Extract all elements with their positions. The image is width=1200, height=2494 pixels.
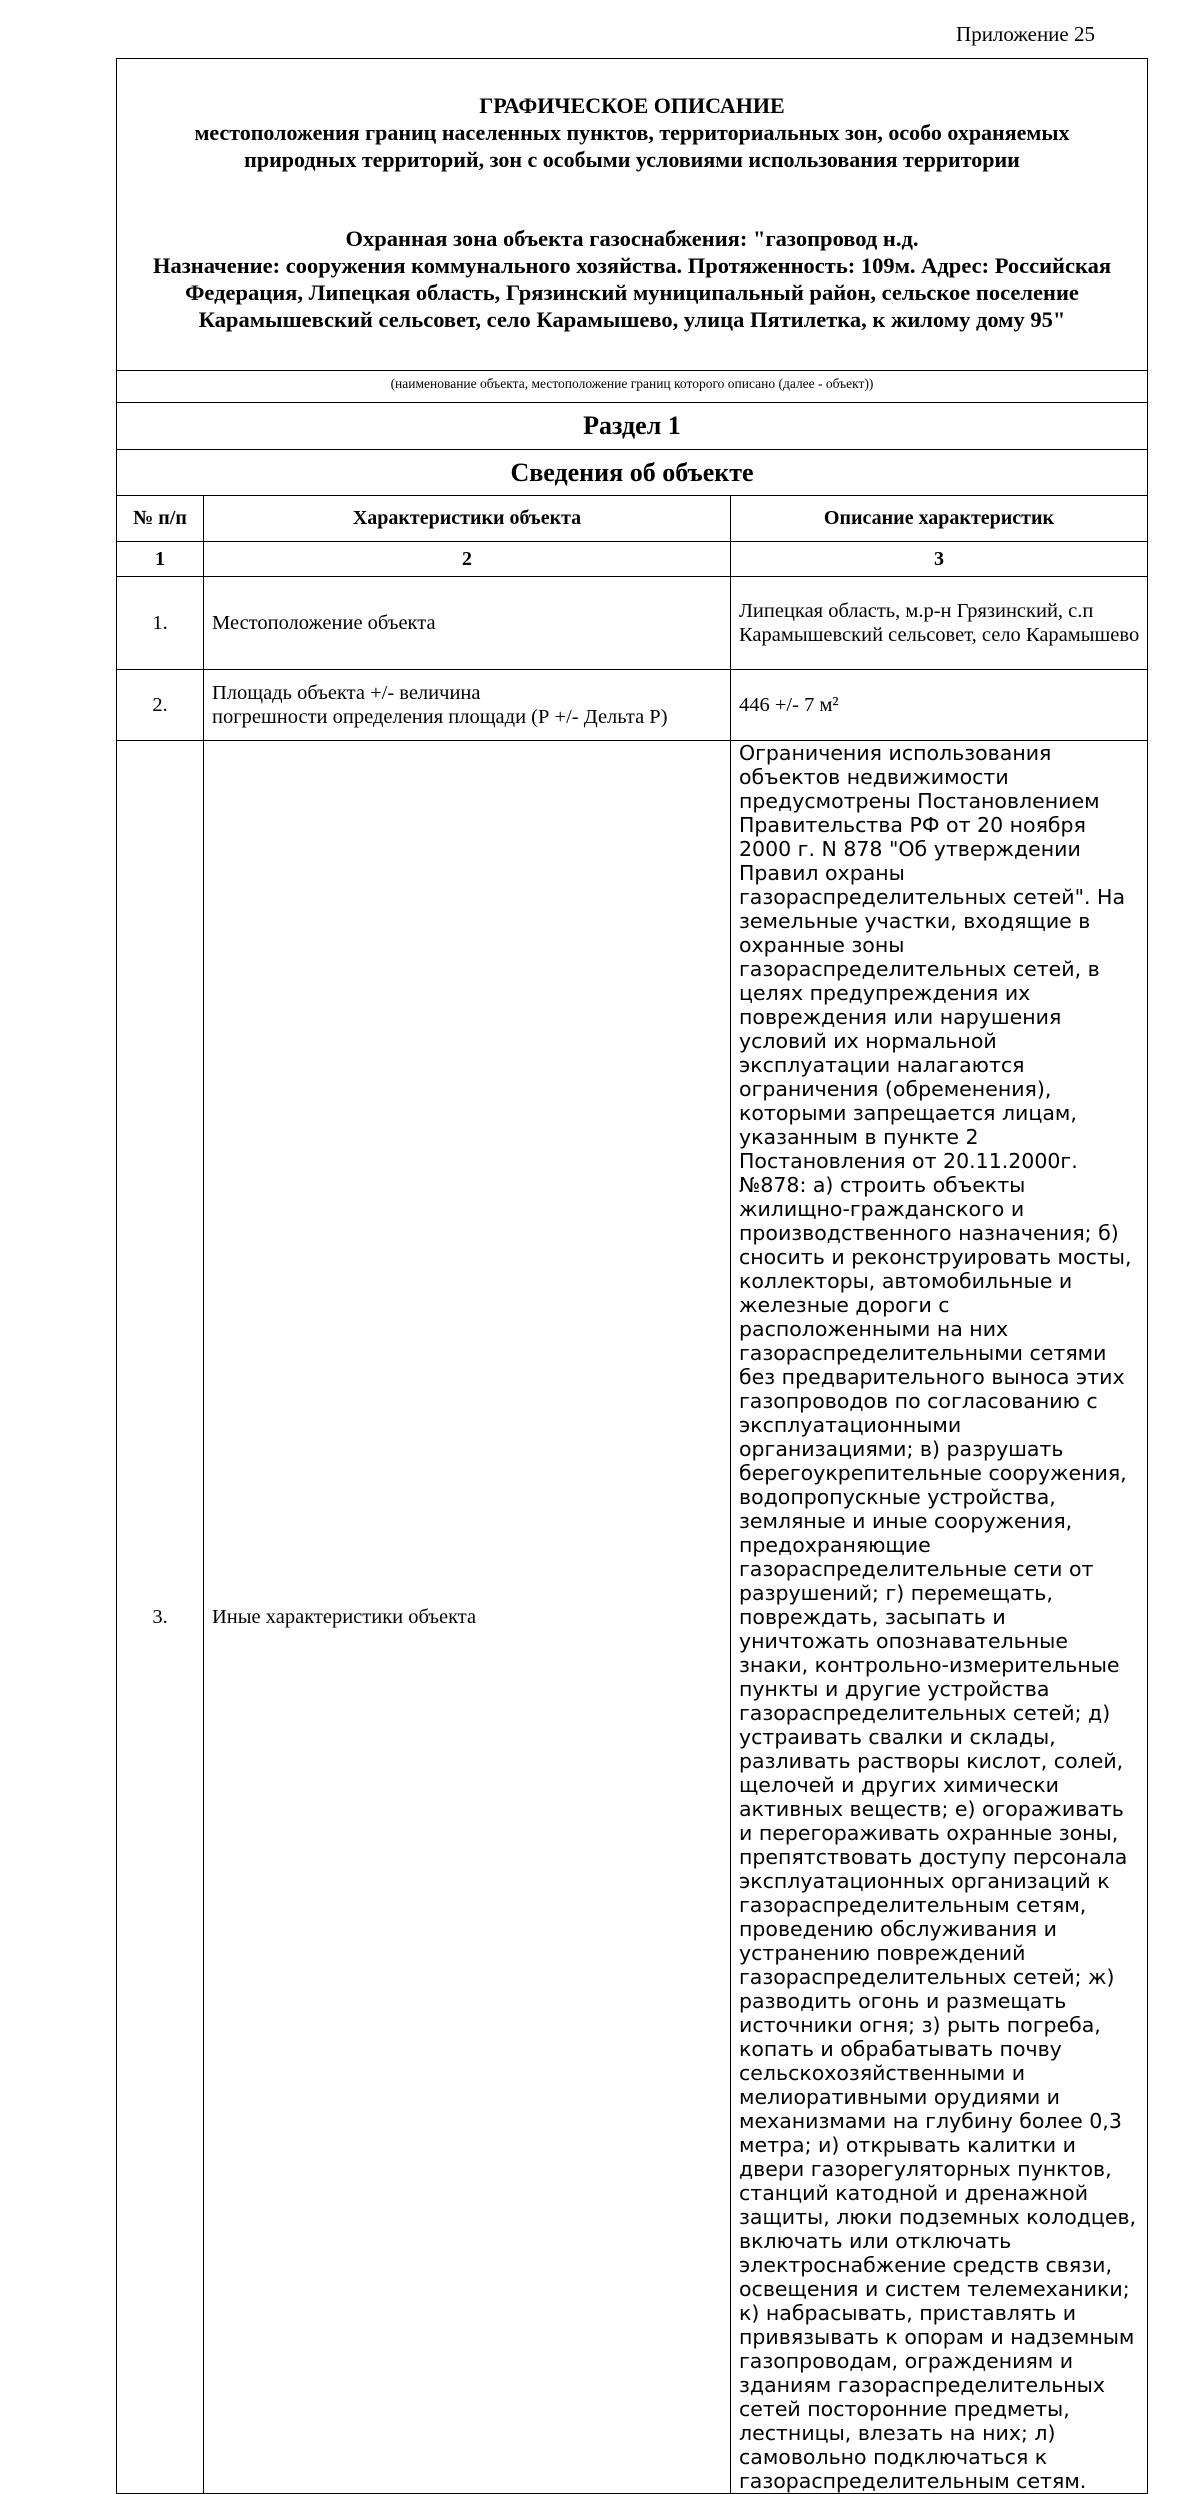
table-header-row: [117, 496, 1147, 542]
row-characteristic-line-2: погрешности определения площади (Р +/- Дельта Р): [212, 706, 668, 728]
table-row: [117, 741, 1147, 2494]
row-number: 3.: [117, 741, 204, 2494]
table-row: [117, 670, 1147, 741]
row-number: 2.: [117, 670, 204, 741]
object-line-1: Охранная зона объекта газоснабжения: "газопровод н.д.: [345, 226, 919, 251]
header-cell-characteristics: Характеристики объекта: [204, 496, 731, 542]
row-value: Липецкая область, м.р-н Грязинский, с.п Карамышевский сельсовет, село Карамышево: [731, 577, 1148, 670]
object-caption: (наименование объекта, местоположение границ которого описано (далее - объект)): [117, 371, 1147, 403]
header-cell-description: Описание характеристик: [731, 496, 1148, 542]
table-row: [117, 577, 1147, 670]
row-characteristic-line-1: Площадь объекта +/- величина: [212, 682, 481, 704]
appendix-label: Приложение 25: [956, 22, 1095, 46]
row-characteristic: Иные характеристики объекта: [204, 741, 731, 2494]
table-column-number-row: [117, 542, 1147, 577]
row-value: 446 +/- 7 м²: [731, 670, 1148, 741]
object-line-2: Назначение: сооружения коммунального хозяйства. Протяженность: 109м. Адрес: Российская Федерация, Липецкая область, Грязинский муниципальный район, сельское поселение Карамышевский сельсовет, село Карамышево, улица Пятилетка, к жилому дому 95": [152, 253, 1112, 332]
document-frame: [116, 58, 1148, 2494]
row-characteristic: Местоположение объекта: [204, 577, 731, 670]
document-header: [117, 59, 1147, 371]
section-subtitle: Сведения об объекте: [117, 450, 1147, 496]
row-characteristic: [204, 670, 731, 741]
column-number-1: 1: [117, 542, 204, 577]
section-title: Раздел 1: [117, 403, 1147, 450]
document-subtitle: местоположения границ населенных пунктов, территориальных зон, особо охраняемых природных территорий, зон с особыми условиями использования территории: [194, 120, 1070, 172]
row-value: Ограничения использования объектов недвижимости предусмотрены Постановлением Правительства РФ от 20 ноября 2000 г. N 878 "Об утверждении Правил охраны газораспределительных сетей". На земельные участки, входящие в охранные зоны газораспределительных сетей, в целях предупреждения их повреждения или нарушения условий их нормальной эксплуатации налагаются ограничения (обременения), которыми запрещается лицам, указанным в пункте 2 Постановления от 20.11.2000г. №878: а) строить объекты жилищно-гражданского и производственного назначения; б) сносить и реконструировать мосты, коллекторы, автомобильные и железные дороги с расположенными на них газораспределительными сетями без предварительного выноса этих газопроводов по согласованию с эксплуатационными организациями; в) разрушать берегоукрепительные сооружения, водопропускные устройства, земляные и иные сооружения, предохраняющие газораспределительные сети от разрушений; г) перемещать, повреждать, засыпать и уничтожать опознавательные знаки, контрольно-измерительные пункты и другие устройства газораспределительных сетей; д) устраивать свалки и склады, разливать растворы кислот, солей, щелочей и других химически активных веществ; е) огораживать и перегораживать охранные зоны, препятствовать доступу персонала эксплуатационных организаций к газораспределительным сетям, проведению обслуживания и устранению повреждений газораспределительных сетей; ж) разводить огонь и размещать источники огня; з) рыть погреба, копать и обрабатывать почву сельскохозяйственными и мелиоративными орудиями и механизмами на глубину более 0,3 метра; и) открывать калитки и двери газорегуляторных пунктов, станций катодной и дренажной защиты, люки подземных колодцев, включать или отключать электроснабжение средств связи, освещения и систем телемеханики; к) набрасывать, приставлять и привязывать к опорам и надземным газопроводам, ограждениям и зданиям газораспределительных сетей посторонние предметы, лестницы, влезать на них; л) самовольно подключаться к газораспределительным сетям.: [739, 741, 1137, 2493]
header-cell-number: № п/п: [117, 496, 204, 542]
document-title: ГРАФИЧЕСКОЕ ОПИСАНИЕ: [479, 93, 785, 118]
row-number: 1.: [117, 577, 204, 670]
object-description: [131, 225, 1133, 333]
object-info-table: [117, 496, 1147, 2493]
column-number-2: 2: [204, 542, 731, 577]
column-number-3: 3: [731, 542, 1148, 577]
